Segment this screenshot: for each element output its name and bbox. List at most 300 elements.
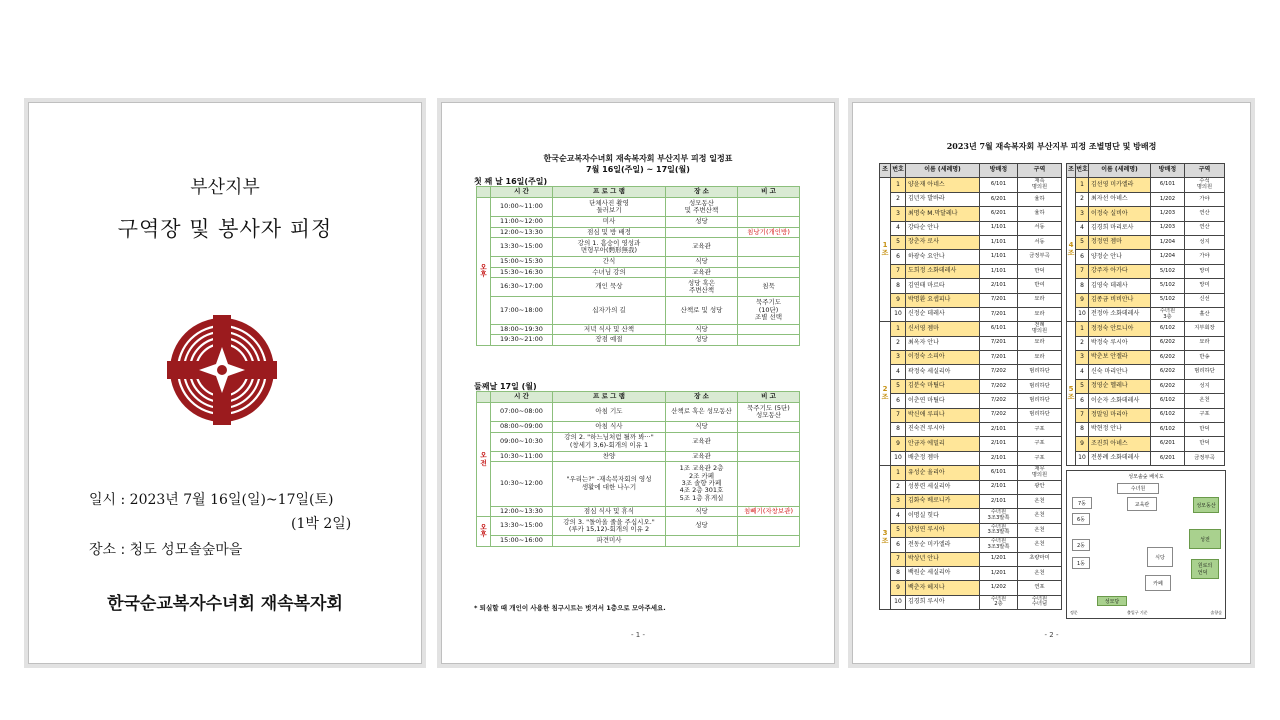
roster-room: 6/202: [1151, 365, 1185, 379]
schedule-cell: 교육관: [666, 238, 738, 257]
map-marian-shrine: 성모당: [1097, 596, 1127, 606]
roster-number: 9: [891, 581, 906, 595]
roster-district: 망미: [1185, 264, 1225, 278]
roster-name: 백원순 세실리아: [906, 566, 980, 580]
roster-row: [880, 221, 1062, 235]
roster-row: [880, 264, 1062, 278]
schedule-cell: 08:00~09:00: [491, 422, 553, 433]
roster-row: [880, 178, 1062, 192]
roster-number: 2: [891, 480, 906, 494]
site-map: [1066, 470, 1226, 619]
roster-row: [880, 523, 1062, 537]
roster-room: 6/102: [1151, 322, 1185, 336]
roster-row: [1067, 178, 1225, 192]
schedule-cell: 묵주기도 (10단) 조별 선택: [738, 297, 800, 325]
day2-label: 둘째날 17일 (월): [474, 382, 537, 391]
roster-name: 이명실 힛다: [906, 509, 980, 523]
schedule-cell: 성당 혹은 주변산책: [666, 278, 738, 297]
roster-number: 6: [891, 394, 906, 408]
roster-name: 박춘보 안젤라: [1089, 351, 1151, 365]
roster-number: 6: [891, 250, 906, 264]
cover-organization: 한국순교복자수녀회 재속복자회: [107, 594, 343, 614]
schedule-cell: 침빼기(자창보관): [738, 506, 800, 517]
roster-name: 전동순 미카엘라: [906, 538, 980, 552]
roster-row: [880, 466, 1062, 480]
schedule-cell: [738, 451, 800, 462]
roster-row: [1067, 279, 1225, 293]
schedule-subtitle: 7월 16일(주일) ~ 17일(월): [586, 165, 690, 174]
schedule-cell: 십자가의 길: [553, 297, 666, 325]
map-elders-hill: 원로의 언덕: [1191, 559, 1219, 579]
schedule-header: 프 로 그 램: [553, 392, 666, 403]
roster-header: 번호: [1076, 164, 1089, 178]
schedule-cell: 강의 1. 흠숭이 영성과 면형무아(麪形無我): [553, 238, 666, 257]
schedule-cell: 15:00~15:30: [491, 257, 553, 268]
cover-date: 일시 : 2023년 7월 16일(일)~17일(토): [89, 492, 334, 508]
roster-header: 조: [880, 164, 891, 178]
roster-name: 하광숙 요안나: [906, 250, 980, 264]
roster-name: 전정아 소화데레사: [1089, 307, 1151, 321]
roster-district: 구포: [1185, 408, 1225, 422]
schedule-cell: [738, 238, 800, 257]
roster-name: 최옥자 안나: [906, 336, 980, 350]
roster-room: 2/101: [980, 480, 1018, 494]
roster-number: 8: [1076, 279, 1089, 293]
roster-header: 구역: [1018, 164, 1062, 178]
schedule-row: [477, 335, 800, 346]
map-marian-garden: 성모동산: [1193, 497, 1219, 513]
roster-name: 이정숙 실비아: [1089, 207, 1151, 221]
roster-number: 8: [891, 566, 906, 580]
roster-district: 지부회장: [1185, 322, 1225, 336]
roster-district: 만덕: [1185, 423, 1225, 437]
roster-number: 6: [1076, 394, 1089, 408]
schedule-cell: 16:30~17:00: [491, 278, 553, 297]
schedule-cell: 10:30~12:00: [491, 462, 553, 507]
roster-room: 1/203: [1151, 207, 1185, 221]
roster-room: 1/203: [1151, 221, 1185, 235]
day1-label: 첫 째 날 16일(주일): [474, 177, 548, 186]
map-building-2: 2동: [1072, 539, 1090, 551]
roster-room: 2/101: [980, 423, 1018, 437]
roster-district: 만덕: [1018, 264, 1062, 278]
schedule-cell: 12:00~13:30: [491, 227, 553, 238]
cover-page: [28, 102, 422, 664]
roster-header: 조: [1067, 164, 1076, 178]
schedule-cell: 침낭기(개인방): [738, 227, 800, 238]
roster-group-label: 4 조: [1067, 178, 1076, 322]
roster-name: 박상년 안나: [906, 552, 980, 566]
schedule-cell: 19:30~21:00: [491, 335, 553, 346]
roster-number: 8: [891, 279, 906, 293]
roster-district: 묘라: [1018, 293, 1062, 307]
roster-number: 1: [1076, 178, 1089, 192]
roster-row: [880, 293, 1062, 307]
roster-row: [1067, 207, 1225, 221]
schedule-cell: 찬양: [553, 451, 666, 462]
roster-row: [880, 379, 1062, 393]
roster-district: 반송: [1185, 351, 1225, 365]
roster-room: 1/101: [980, 264, 1018, 278]
roster-district: 온천: [1018, 523, 1062, 537]
roster-room: 6/202: [1151, 336, 1185, 350]
roster-room: 6/202: [1151, 379, 1185, 393]
map-dining: 식당: [1147, 547, 1173, 567]
roster-room: 6/102: [1151, 423, 1185, 437]
roster-row: [1067, 379, 1225, 393]
roster-name: 박명환 요셉피나: [906, 293, 980, 307]
roster-district: 광안: [1018, 480, 1062, 494]
map-sanctuary: 성전: [1189, 529, 1221, 549]
schedule-cell: 점심 식사 및 휴식: [553, 506, 666, 517]
roster-room: 6/101: [980, 466, 1018, 480]
schedule-cell: 저녁 식사 및 산책: [553, 324, 666, 335]
schedule-cell: 단체사진 촬영 둘러보기: [553, 198, 666, 217]
roster-room: 6/201: [980, 192, 1018, 206]
roster-name: 양정순 안나: [1089, 250, 1151, 264]
roster-district: 만덕: [1185, 437, 1225, 451]
schedule-header: 시 간: [491, 392, 553, 403]
schedule-header: 시 간: [491, 187, 553, 198]
roster-name: 정정숙 안토니아: [1089, 322, 1151, 336]
roster-room: 1/101: [980, 235, 1018, 249]
roster-district: 성지: [1185, 379, 1225, 393]
roster-group-label: 3 조: [880, 466, 891, 610]
schedule-cell: 17:00~18:00: [491, 297, 553, 325]
roster-page: [852, 102, 1251, 664]
roster-name: 배춘정 젬마: [906, 451, 980, 465]
roster-name: 양윤재 아네스: [906, 178, 980, 192]
cover-title: 구역장 및 봉사자 피정: [117, 217, 333, 241]
roster-district: 온천: [1018, 494, 1062, 508]
roster-room: 1/204: [1151, 235, 1185, 249]
roster-name: 김영숙 데레사: [1089, 279, 1151, 293]
roster-name: 전봉례 소화데레사: [1089, 451, 1151, 465]
roster-name: 정말임 마리아: [1089, 408, 1151, 422]
roster-room: 7/202: [980, 379, 1018, 393]
roster-row: [880, 494, 1062, 508]
roster-title: 2023년 7월 재속복자회 부산지부 피정 조별명단 및 방배정: [946, 141, 1157, 151]
roster-district: 가야: [1185, 192, 1225, 206]
roster-room: 7/201: [980, 307, 1018, 321]
roster-district: 범리하단: [1018, 365, 1062, 379]
roster-name: 강타순 안나: [906, 221, 980, 235]
roster-name: 진숙견 루시아: [906, 423, 980, 437]
schedule-page: [441, 102, 835, 664]
roster-name: 김연태 마르타: [906, 279, 980, 293]
roster-row: [880, 423, 1062, 437]
schedule-header-blank: [477, 392, 491, 403]
schedule-cell: 강의 2. "하느님처럼 될까 봐···" (창세기 3,6)-회개의 이유 1: [553, 432, 666, 451]
roster-district: 연산: [1185, 207, 1225, 221]
roster-group-label: 5 조: [1067, 322, 1076, 466]
roster-name: 신정순 데레사: [906, 307, 980, 321]
roster-district: 금정부곡: [1185, 451, 1225, 465]
schedule-cell: 10:00~11:00: [491, 198, 553, 217]
roster-header: 방배정: [1151, 164, 1185, 178]
roster-header: 이름 (세례명): [906, 164, 980, 178]
roster-row: [880, 595, 1062, 609]
roster-row: [880, 365, 1062, 379]
schedule-cell: 아침 기도: [553, 403, 666, 422]
roster-name: 김선영 미카엘라: [1089, 178, 1151, 192]
roster-room: 1/202: [1151, 192, 1185, 206]
roster-row: [1067, 235, 1225, 249]
schedule-cell: 산책로 혹은 성모동산: [666, 403, 738, 422]
roster-group-label: 1 조: [880, 178, 891, 322]
roster-number: 5: [891, 235, 906, 249]
roster-room: 2/101: [980, 279, 1018, 293]
schedule-cell: [738, 267, 800, 278]
schedule-cell: [738, 422, 800, 433]
roster-row: [1067, 336, 1225, 350]
roster-room: 6/201: [1151, 451, 1185, 465]
schedule-cell: 식당: [666, 422, 738, 433]
roster-number: 1: [891, 466, 906, 480]
roster-row: [880, 250, 1062, 264]
roster-number: 7: [1076, 264, 1089, 278]
schedule-cell: 성당: [666, 217, 738, 228]
roster-district: 온천: [1018, 509, 1062, 523]
roster-number: 4: [891, 509, 906, 523]
roster-room: 5/102: [1151, 279, 1185, 293]
roster-number: 4: [891, 221, 906, 235]
roster-district: 가야: [1185, 250, 1225, 264]
roster-right-table: [1066, 163, 1225, 466]
page-number: - 1 -: [631, 631, 645, 639]
roster-name: 신숙 마리안나: [1089, 365, 1151, 379]
roster-room: 6/102: [1151, 394, 1185, 408]
map-building-1: 1동: [1072, 557, 1090, 569]
roster-number: 7: [891, 264, 906, 278]
roster-row: [1067, 264, 1225, 278]
roster-number: 10: [1076, 451, 1089, 465]
roster-room: 7/202: [980, 394, 1018, 408]
roster-number: 5: [891, 523, 906, 537]
roster-number: 9: [1076, 293, 1089, 307]
cover-stay: (1박 2일): [291, 516, 352, 532]
schedule-cell: 13:30~15:00: [491, 238, 553, 257]
roster-number: 7: [1076, 408, 1089, 422]
schedule-cell: 장점 예절: [553, 335, 666, 346]
roster-row: [1067, 394, 1225, 408]
schedule-cell: 1조 교육관 2층 2조 카페 3조 솔향 카페 4조 2층 301호 5조 1층 휴게실: [666, 462, 738, 507]
roster-left-table: [879, 163, 1062, 610]
schedule-row: [477, 462, 800, 507]
roster-district: 율하: [1018, 207, 1062, 221]
schedule-period: 오 전: [477, 403, 491, 517]
roster-name: 김경희 루시아: [906, 595, 980, 609]
roster-row: [880, 207, 1062, 221]
roster-district: 전례 명의원: [1018, 322, 1062, 336]
roster-number: 1: [1076, 322, 1089, 336]
roster-room: 6/201: [1151, 437, 1185, 451]
roster-header: 번호: [891, 164, 906, 178]
roster-name: 백춘자 헤지나: [906, 581, 980, 595]
roster-name: 김경희 마리로사: [1089, 221, 1151, 235]
roster-number: 10: [891, 451, 906, 465]
roster-room: 2/101: [980, 451, 1018, 465]
roster-district: 구포: [1018, 423, 1062, 437]
roster-row: [880, 279, 1062, 293]
schedule-header: 장 소: [666, 392, 738, 403]
map-footer-right: 솔향숲: [1210, 610, 1222, 615]
schedule-row: [477, 536, 800, 547]
map-footer-left: 정문: [1070, 610, 1078, 615]
roster-district: 범리하단: [1185, 365, 1225, 379]
schedule-cell: 점심 및 방 배정: [553, 227, 666, 238]
roster-name: 최명숙 M.막달레나: [906, 207, 980, 221]
roster-header: 구역: [1185, 164, 1225, 178]
schedule-cell: 강의 3. "돌아올 줄을 주십시오." (루카 15,12)-회개의 이유 2: [553, 517, 666, 536]
roster-row: [1067, 451, 1225, 465]
roster-room: 수녀원 3조3발쪽: [980, 509, 1018, 523]
schedule-cell: 07:00~08:00: [491, 403, 553, 422]
roster-district: 재속 명의원: [1018, 178, 1062, 192]
schedule-cell: 교육관: [666, 432, 738, 451]
roster-room: 6/102: [1151, 408, 1185, 422]
roster-district: 서동: [1018, 235, 1062, 249]
roster-room: 수녀원 3조3발쪽: [980, 538, 1018, 552]
roster-number: 9: [891, 293, 906, 307]
roster-name: 곽정숙 세실리아: [906, 365, 980, 379]
roster-number: 10: [891, 595, 906, 609]
schedule-cell: 식당: [666, 506, 738, 517]
roster-row: [1067, 437, 1225, 451]
roster-name: 정영순 헬레나: [1089, 379, 1151, 393]
roster-row: [880, 437, 1062, 451]
map-building-6: 6동: [1072, 513, 1090, 525]
roster-district: 망미: [1185, 279, 1225, 293]
roster-row: [880, 307, 1062, 321]
roster-name: 안금자 에밀리: [906, 437, 980, 451]
roster-name: 조진희 아녜스: [1089, 437, 1151, 451]
roster-number: 9: [1076, 437, 1089, 451]
roster-district: 구포: [1018, 451, 1062, 465]
roster-number: 4: [1076, 365, 1089, 379]
roster-name: 김화숙 베로니카: [906, 494, 980, 508]
roster-number: 3: [1076, 207, 1089, 221]
roster-row: [880, 509, 1062, 523]
schedule-row: [477, 278, 800, 297]
roster-name: 김종금 비비안나: [1089, 293, 1151, 307]
roster-row: [880, 394, 1062, 408]
roster-row: [880, 336, 1062, 350]
roster-name: 장춘자 로사: [906, 235, 980, 249]
schedule-cell: [738, 217, 800, 228]
roster-name: 최자선 아녜스: [1089, 192, 1151, 206]
schedule-cell: 교육관: [666, 451, 738, 462]
roster-number: 2: [891, 336, 906, 350]
roster-district: 묘라: [1185, 336, 1225, 350]
roster-district: 묘라: [1018, 336, 1062, 350]
schedule-cell: [738, 257, 800, 268]
roster-group-label: 2 조: [880, 322, 891, 466]
schedule-cell: 18:00~19:30: [491, 324, 553, 335]
roster-room: 1/101: [980, 250, 1018, 264]
map-cafe: 카페: [1145, 575, 1171, 591]
roster-row: [880, 322, 1062, 336]
schedule-cell: 묵주기도 (5단) 성모동산: [738, 403, 800, 422]
roster-name: 양성연 루시아: [906, 523, 980, 537]
roster-number: 3: [891, 494, 906, 508]
roster-name: 이춘연 마틸다: [906, 394, 980, 408]
roster-room: 수녀원 2층: [980, 595, 1018, 609]
roster-district: 온천: [1185, 394, 1225, 408]
roster-row: [880, 408, 1062, 422]
roster-district: 초량마미: [1018, 552, 1062, 566]
cover-branch: 부산지부: [190, 177, 260, 198]
roster-name: 이정숙 소피아: [906, 351, 980, 365]
roster-row: [1067, 250, 1225, 264]
schedule-title: 한국순교복자수녀회 재속복자회 부산지부 피정 일정표: [543, 154, 733, 163]
schedule-cell: 12:00~13:30: [491, 506, 553, 517]
map-title: 성모솔숲 배치도: [1128, 474, 1164, 480]
roster-room: 1/202: [980, 581, 1018, 595]
roster-row: [1067, 221, 1225, 235]
roster-room: 수녀원 3층: [1151, 307, 1185, 321]
roster-row: [880, 235, 1062, 249]
roster-number: 6: [1076, 250, 1089, 264]
schedule-cell: 침묵: [738, 278, 800, 297]
schedule-cell: 10:30~11:00: [491, 451, 553, 462]
schedule-header: 비 고: [738, 187, 800, 198]
page-number: - 2 -: [1044, 631, 1059, 639]
roster-row: [1067, 351, 1225, 365]
roster-room: 2/101: [980, 437, 1018, 451]
schedule-note: * 퇴실할 때 개인이 사용한 침구시트는 벗겨서 1층으로 모아주세요.: [474, 604, 666, 612]
roster-room: 7/202: [980, 365, 1018, 379]
schedule-row: [477, 324, 800, 335]
schedule-cell: 15:00~16:00: [491, 536, 553, 547]
map-education-hall: 교육관: [1127, 497, 1157, 511]
roster-number: 1: [891, 178, 906, 192]
schedule-cell: [666, 227, 738, 238]
roster-district: 수석 명의원: [1185, 178, 1225, 192]
roster-number: 3: [891, 207, 906, 221]
schedule-cell: 09:00~10:30: [491, 432, 553, 451]
roster-number: 7: [891, 552, 906, 566]
schedule-cell: 교육관: [666, 267, 738, 278]
schedule-cell: 식당: [666, 324, 738, 335]
schedule-header: 장 소: [666, 187, 738, 198]
roster-district: 연산: [1185, 221, 1225, 235]
society-logo-icon: [167, 315, 277, 425]
schedule-cell: 개인 묵상: [553, 278, 666, 297]
roster-district: 연포: [1018, 581, 1062, 595]
schedule-header-blank: [477, 187, 491, 198]
roster-number: 3: [891, 351, 906, 365]
schedule-cell: 성당: [666, 335, 738, 346]
roster-number: 4: [891, 365, 906, 379]
schedule-cell: 산책로 및 성당: [666, 297, 738, 325]
schedule-cell: [738, 335, 800, 346]
map-building-7: 7동: [1072, 497, 1092, 509]
roster-name: 박현정 안나: [1089, 423, 1151, 437]
roster-room: 6/202: [1151, 351, 1185, 365]
roster-district: 범리하단: [1018, 379, 1062, 393]
roster-room: 5/102: [1151, 293, 1185, 307]
roster-number: 8: [891, 423, 906, 437]
roster-room: 1/101: [980, 221, 1018, 235]
roster-room: 7/201: [980, 293, 1018, 307]
schedule-cell: 파견미사: [553, 536, 666, 547]
schedule-cell: [738, 462, 800, 507]
schedule-row: [477, 238, 800, 257]
roster-row: [1067, 408, 1225, 422]
schedule-row: [477, 257, 800, 268]
roster-district: 반여: [1018, 279, 1062, 293]
